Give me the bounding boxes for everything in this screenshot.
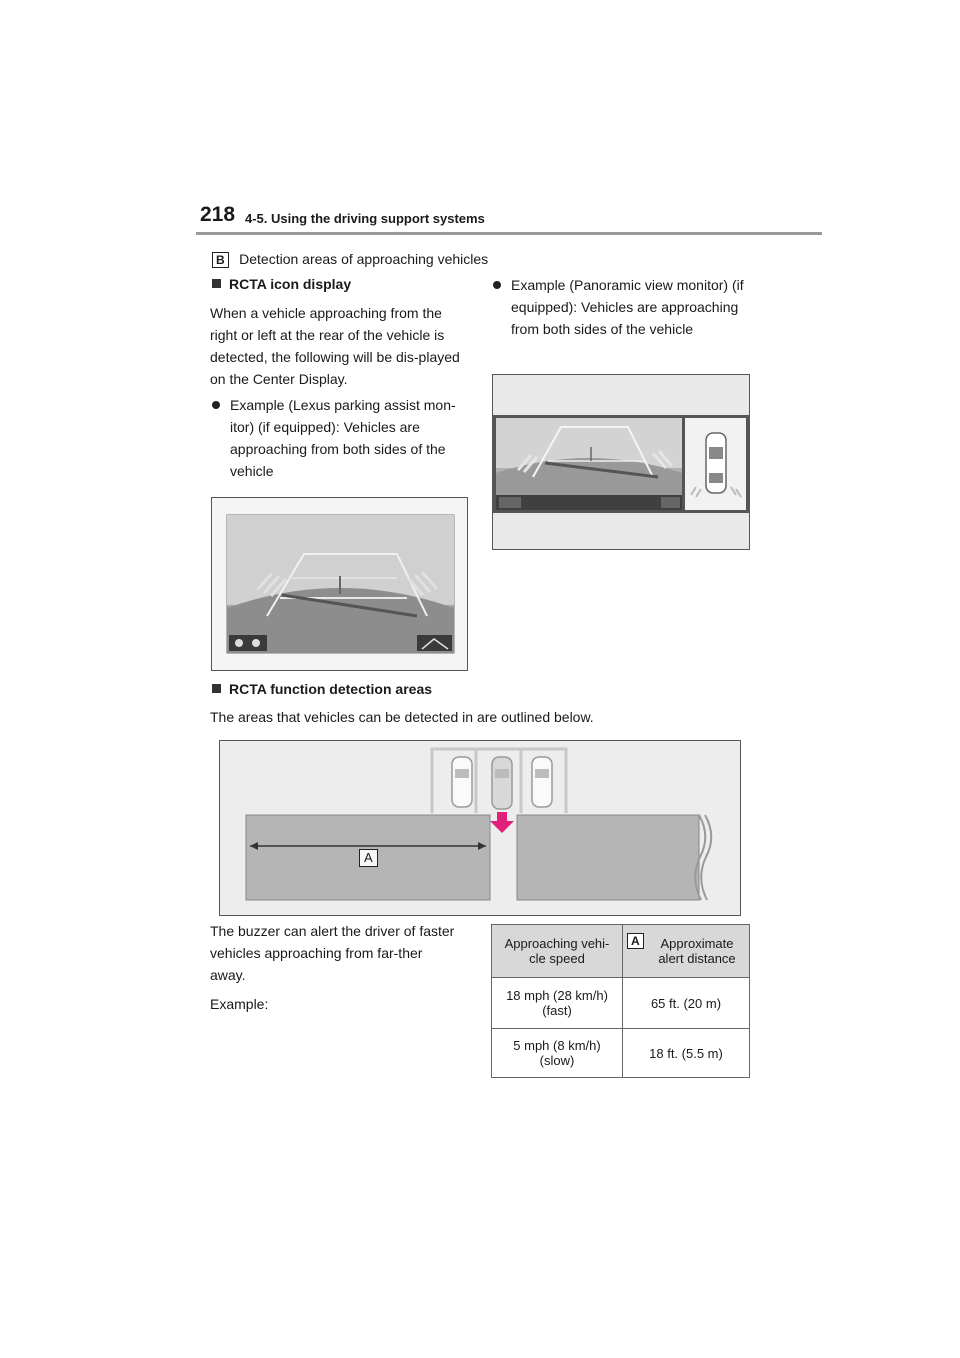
pvm-screen-illustration bbox=[493, 375, 749, 549]
header-distance bbox=[623, 925, 750, 978]
header-speed: Approaching vehi-cle speed bbox=[492, 925, 623, 978]
page-number: 218 bbox=[200, 203, 236, 226]
rcta-area-intro: The areas that vehicles can be detected in are outlined below. bbox=[210, 709, 594, 725]
detection-caption bbox=[212, 248, 488, 270]
detection-caption-text: Detection areas of approaching vehicles bbox=[239, 251, 489, 267]
round-bullet-icon bbox=[212, 401, 220, 409]
cell-speed-note: (fast) bbox=[542, 1003, 572, 1018]
bullet-lpam bbox=[212, 394, 466, 482]
cell-speed-value: 18 mph (28 km/h) bbox=[506, 988, 608, 1003]
rcta-icon-intro: When a vehicle approaching from the right or left at the rear of the vehicle is detected, the following will be dis-played on the Center Display. bbox=[210, 305, 460, 387]
pvm-screen-figure bbox=[492, 374, 750, 550]
table-row bbox=[492, 1029, 750, 1078]
cell-distance: 65 ft. (20 m) bbox=[623, 978, 750, 1029]
section-title: 4-5. Using the driving support systems bbox=[245, 211, 485, 226]
square-bullet-icon bbox=[212, 684, 221, 693]
bullet-lpam-text: Example (Lexus parking assist mon-itor) (if equipped): Vehicles are approaching from both sides of the vehicle bbox=[230, 397, 456, 479]
buzzer-text: The buzzer can alert the driver of faster vehicles approaching from far-ther away. bbox=[210, 923, 455, 983]
rcta-area-heading-text: RCTA function detection areas bbox=[229, 681, 433, 697]
alert-distance-table bbox=[491, 924, 750, 1078]
tag-b: B bbox=[212, 252, 229, 268]
rcta-area-heading bbox=[212, 681, 432, 697]
table-row bbox=[492, 978, 750, 1029]
cell-speed bbox=[492, 978, 623, 1029]
table-header-row bbox=[492, 925, 750, 978]
rcta-icon-heading-text: RCTA icon display bbox=[229, 276, 352, 292]
round-bullet-icon bbox=[493, 281, 501, 289]
rcta-icon-heading bbox=[212, 276, 351, 292]
lpam-screen-illustration bbox=[212, 498, 467, 670]
bullet-pvm bbox=[493, 274, 747, 340]
cell-speed-note: (slow) bbox=[539, 1053, 575, 1068]
lpam-screen-figure bbox=[211, 497, 468, 671]
area-a-label: A bbox=[359, 849, 378, 867]
square-bullet-icon bbox=[212, 279, 221, 288]
detection-area-illustration bbox=[220, 741, 740, 915]
example-label: Example: bbox=[210, 996, 269, 1012]
header-distance-text: Approximate alert distance bbox=[658, 936, 736, 966]
tag-a: A bbox=[627, 933, 644, 949]
cell-speed bbox=[492, 1029, 623, 1078]
cell-distance: 18 ft. (5.5 m) bbox=[623, 1029, 750, 1078]
cell-speed-value: 5 mph (8 km/h) bbox=[513, 1038, 601, 1053]
detection-area-figure bbox=[219, 740, 741, 916]
bullet-pvm-text: Example (Panoramic view monitor) (if equipped): Vehicles are approaching from both sides of the vehicle bbox=[511, 277, 744, 337]
header-rule bbox=[196, 232, 822, 235]
